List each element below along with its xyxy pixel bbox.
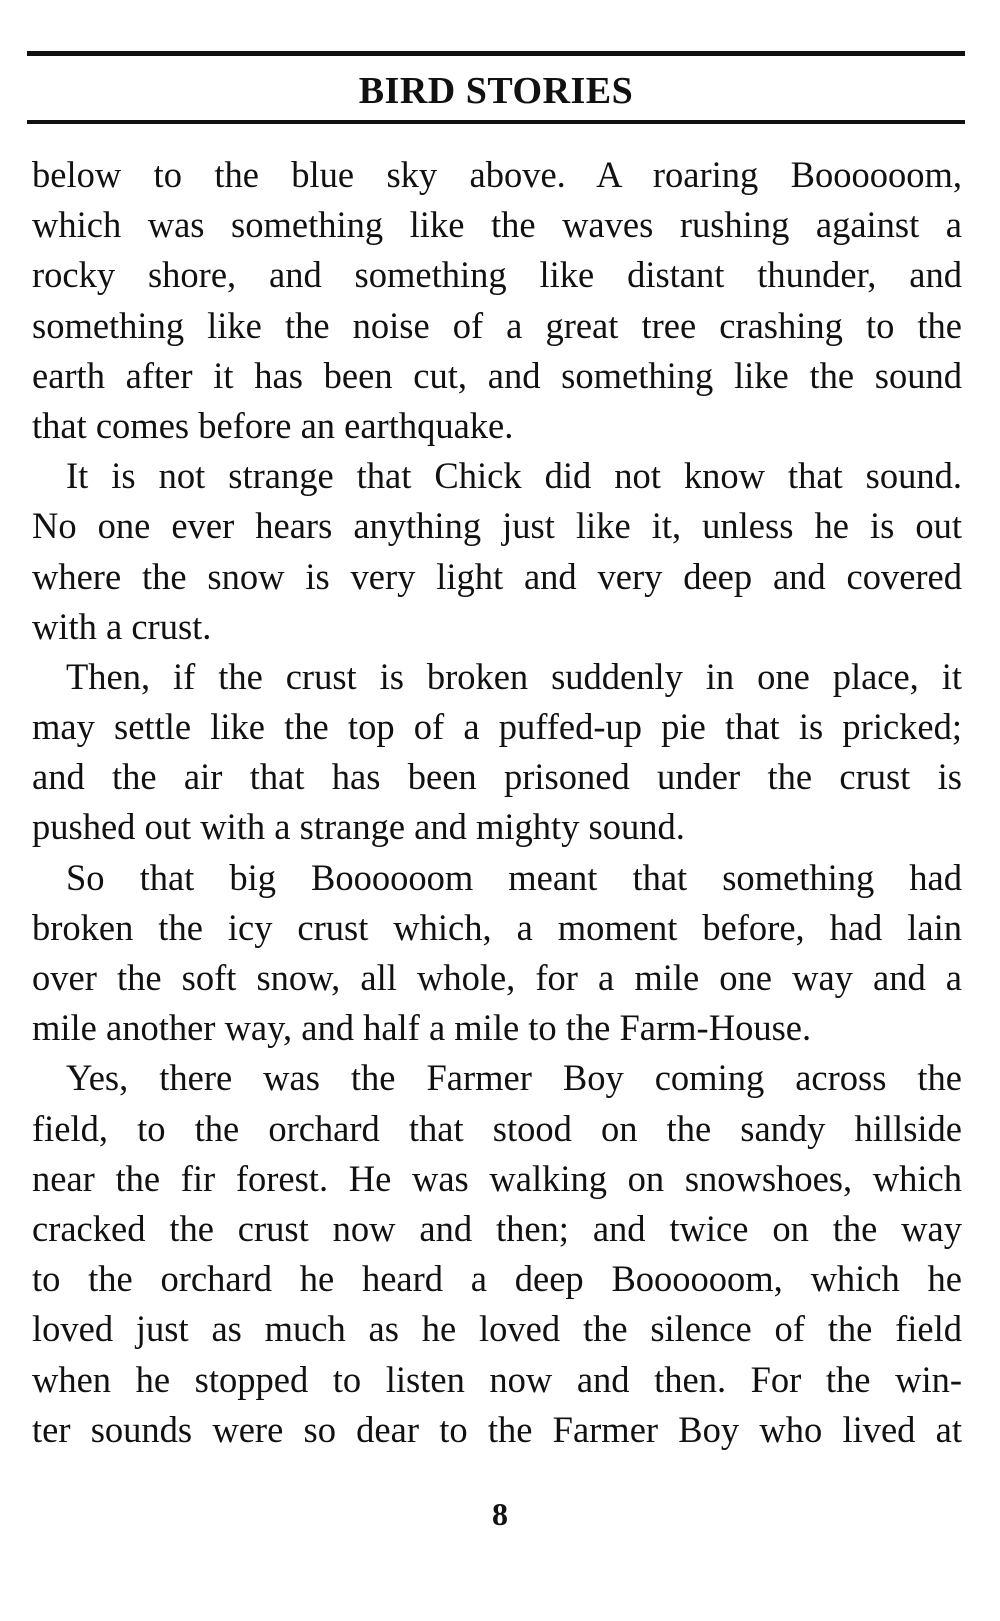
text-line: field, to the orchard that stood on the sandy hillside bbox=[32, 1107, 962, 1149]
text-line: to the orchard he heard a deep Boooooom, which he bbox=[32, 1258, 962, 1300]
running-head-title: BIRD STORIES bbox=[358, 70, 634, 112]
text-line: when he stopped to listen now and then. For the win- bbox=[32, 1358, 962, 1400]
text-line: something like the noise of a great tree crashing to the bbox=[32, 304, 962, 346]
text-line: loved just as much as he loved the silence of the field bbox=[32, 1308, 962, 1350]
text-line: No one ever hears anything just like it, unless he is out bbox=[32, 505, 962, 547]
text-line: that comes before an earthquake. bbox=[32, 404, 514, 446]
page-number: 8 bbox=[492, 1496, 508, 1532]
paragraph-3 bbox=[32, 652, 962, 853]
text-line: pushed out with a strange and mighty sound. bbox=[32, 806, 685, 848]
text-line: cracked the crust now and then; and twice on the way bbox=[32, 1207, 962, 1249]
text-line: Yes, there was the Farmer Boy coming across the bbox=[66, 1057, 962, 1099]
header-rule-top bbox=[27, 51, 965, 56]
text-line: ter sounds were so dear to the Farmer Boy who lived at bbox=[32, 1408, 962, 1450]
text-line: So that big Boooooom meant that something had bbox=[66, 856, 962, 898]
paragraph-5 bbox=[32, 1053, 962, 1455]
paragraph-2 bbox=[32, 451, 962, 652]
text-line: broken the icy crust which, a moment before, had lain bbox=[32, 906, 962, 948]
text-line: may settle like the top of a puffed-up pie that is pricked; bbox=[32, 706, 962, 748]
text-line: and the air that has been prisoned under the crust is bbox=[32, 756, 962, 798]
body-text bbox=[32, 150, 962, 1455]
text-line: below to the blue sky above. A roaring Boooooom, bbox=[32, 154, 962, 195]
text-line: which was something like the waves rushing against a bbox=[32, 204, 962, 246]
text-line: over the soft snow, all whole, for a mile one way and a bbox=[32, 957, 962, 998]
text-line: rocky shore, and something like distant thunder, and bbox=[32, 254, 962, 296]
paragraph-4 bbox=[32, 853, 962, 1054]
text-line: mile another way, and half a mile to the Farm-House. bbox=[32, 1007, 812, 1049]
text-line: with a crust. bbox=[32, 605, 212, 647]
text-line: near the fir forest. He was walking on snowshoes, which bbox=[32, 1157, 962, 1199]
text-line: It is not strange that Chick did not know that sound. bbox=[66, 455, 962, 497]
paragraph-1 bbox=[32, 150, 962, 451]
text-line: Then, if the crust is broken suddenly in one place, it bbox=[66, 655, 962, 697]
text-line: where the snow is very light and very deep and covered bbox=[32, 555, 962, 597]
header-rule-bottom bbox=[27, 120, 965, 124]
text-line: earth after it has been cut, and something like the sound bbox=[32, 354, 962, 396]
